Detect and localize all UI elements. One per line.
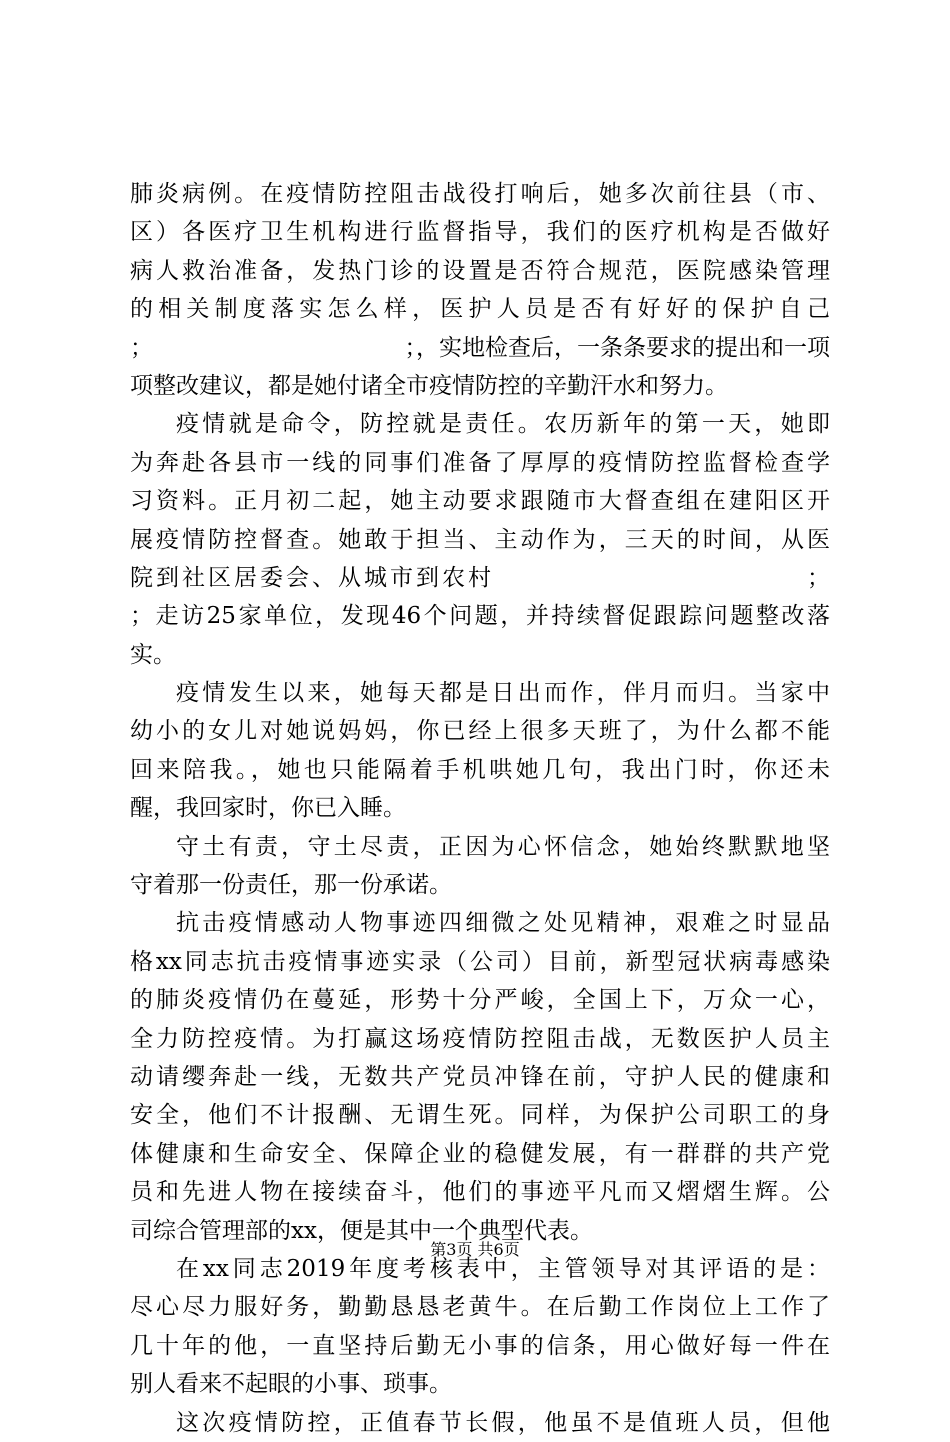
- text-line: 几十年的他，一直坚持后勤无小事的信条，用心做好每一件在: [130, 1332, 830, 1359]
- text-line: 病人救治准备，发热门诊的设置是否符合规范，医院感染管理: [130, 257, 830, 284]
- text-line: 别人看来不起眼的小事、琐事。: [130, 1371, 452, 1398]
- text-line: [130, 329, 830, 367]
- paragraph-start: 抗击疫情感动人物事迹四细微之处见精神，艰难之时显品: [176, 910, 830, 937]
- text-line: 体健康和生命安全、保障企业的稳健发展，有一群群的共产党: [130, 1140, 830, 1167]
- text-line: 格xx同志抗击疫情事迹实录（公司）目前，新型冠状病毒感染: [130, 948, 830, 975]
- text-line: 展疫情防控督查。她敢于担当、主动作为，三天的时间，从医: [130, 526, 830, 553]
- page-number: 第3页 共6页: [430, 1240, 520, 1259]
- paragraph-start: 疫情就是命令，防控就是责任。农历新年的第一天，她即: [176, 411, 830, 438]
- text-segment: ；，实地检查后，一条条要求的提出和一项: [404, 334, 830, 361]
- text-segment: 院到社区居委会、从城市到农村: [130, 564, 494, 591]
- paragraph-start: 在xx同志2019年度考核表中，主管领导对其评语的是：: [176, 1255, 830, 1282]
- text-line: 的相关制度落实怎么样，医护人员是否有好好的保护自己: [130, 296, 830, 323]
- text-line: 动请缨奔赴一线，无数共产党员冲锋在前，守护人民的健康和: [130, 1063, 830, 1090]
- text-line: 安全，他们不计报酬、无谓生死。同样，为保护公司职工的身: [130, 1102, 830, 1129]
- text-segment: ；: [807, 564, 830, 591]
- text-line: ；走访25家单位，发现46个问题，并持续督促跟踪问题整改落: [130, 603, 830, 630]
- text-line: 守着那一份责任，那一份承诺。: [130, 872, 452, 899]
- paragraph-start: 这次疫情防控，正值春节长假，他虽不是值班人员，但他: [176, 1409, 830, 1436]
- text-line: 项整改建议，都是她付诸全市疫情防控的辛勤汗水和努力。: [130, 372, 728, 399]
- text-line: 的肺炎疫情仍在蔓延，形势十分严峻，全国上下，万众一心，: [130, 987, 830, 1014]
- paragraph-start: 疫情发生以来，她每天都是日出而作，伴月而归。当家中: [176, 680, 830, 707]
- paragraph-start: 守土有责，守土尽责，正因为心怀信念，她始终默默地坚: [176, 833, 830, 860]
- text-line: 习资料。正月初二起，她主动要求跟随市大督查组在建阳区开: [130, 488, 830, 515]
- text-line: 全力防控疫情。为打赢这场疫情防控阻击战，无数医护人员主: [130, 1025, 830, 1052]
- text-segment: ；: [130, 334, 153, 361]
- text-line: 区）各医疗卫生机构进行监督指导，我们的医疗机构是否做好: [130, 219, 830, 246]
- text-line: 尽心尽力服好务，勤勤恳恳老黄牛。在后勤工作岗位上工作了: [130, 1294, 830, 1321]
- text-line: 员和先进人物在接续奋斗，他们的事迹平凡而又熠熠生辉。公: [130, 1179, 830, 1206]
- text-line: 为奔赴各县市一线的同事们准备了厚厚的疫情防控监督检查学: [130, 449, 830, 476]
- text-line: [130, 559, 830, 597]
- text-line: 司综合管理部的xx，便是其中一个典型代表。: [130, 1217, 593, 1244]
- text-line: 实。: [130, 641, 176, 668]
- text-line: 幼小的女儿对她说妈妈，你已经上很多天班了，为什么都不能: [130, 718, 830, 745]
- page-footer: [0, 1240, 950, 1260]
- text-line: 醒，我回家时，你已入睡。: [130, 795, 406, 822]
- text-line: 肺炎病例。在疫情防控阻击战役打响后，她多次前往县（市、: [130, 181, 830, 207]
- text-line: 回来陪我。，她也只能隔着手机哄她几句，我出门时，你还未: [130, 756, 830, 783]
